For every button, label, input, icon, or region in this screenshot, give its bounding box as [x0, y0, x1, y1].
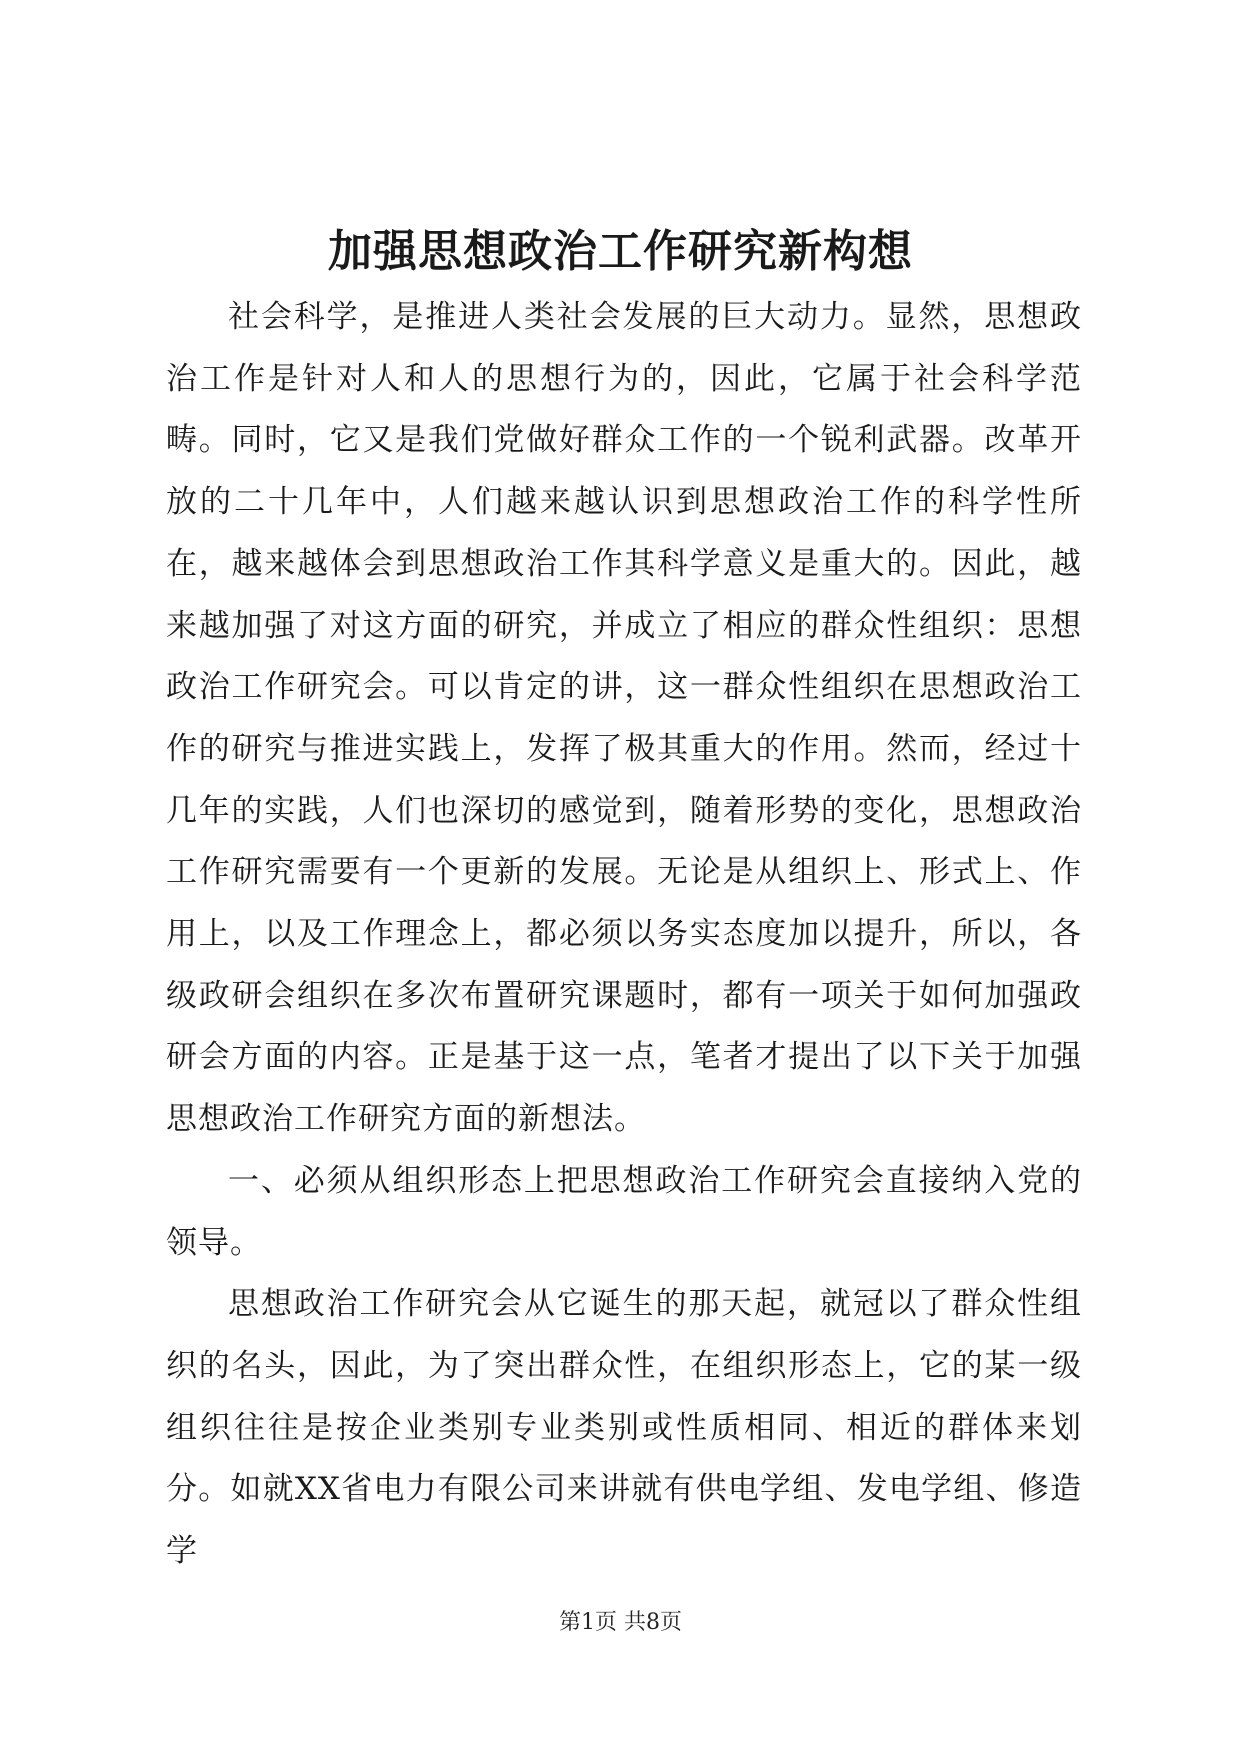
page-number-footer: 第1页 共8页 [559, 1610, 682, 1635]
paragraph-section-body: 思想政治工作研究会从它诞生的那天起，就冠以了群众性组织的名头，因此，为了突出群众性，在组织形态上，它的某一级组织往往是按企业类别专业类别或性质相同、相近的群体来划分。如就XX省电力有限公司来讲就有供电学组、发电学组、修造学 [166, 1286, 1082, 1570]
paragraph-section-heading: 一、必须从组织形态上把思想政治工作研究会直接纳入党的领导。 [166, 1162, 1082, 1261]
paragraph-intro: 社会科学，是推进人类社会发展的巨大动力。显然，思想政治工作是针对人和人的思想行为的，因此，它属于社会科学范畴。同时，它又是我们党做好群众工作的一个锐利武器。改革开放的二十几年中，人们越来越认识到思想政治工作的科学性所在，越来越体会到思想政治工作其科学意义是重大的。因此，越来越加强了对这方面的研究，并成立了相应的群众性组织：思想政治工作研究会。可以肯定的讲，这一群众性组织在思想政治工作的研究与推进实践上，发挥了极其重大的作用。然而，经过十几年的实践，人们也深切的感觉到，随着形势的变化，思想政治工作研究需要有一个更新的发展。无论是从组织上、形式上、作用上，以及工作理念上，都必须以务实态度加以提升，所以，各级政研会组织在多次布置研究课题时，都有一项关于如何加强政研会方面的内容。正是基于这一点，笔者才提出了以下关于加强思想政治工作研究方面的新想法。 [166, 299, 1082, 1138]
document-title: 加强思想政治工作研究新构想 [328, 226, 913, 277]
document-body [166, 287, 1082, 1583]
